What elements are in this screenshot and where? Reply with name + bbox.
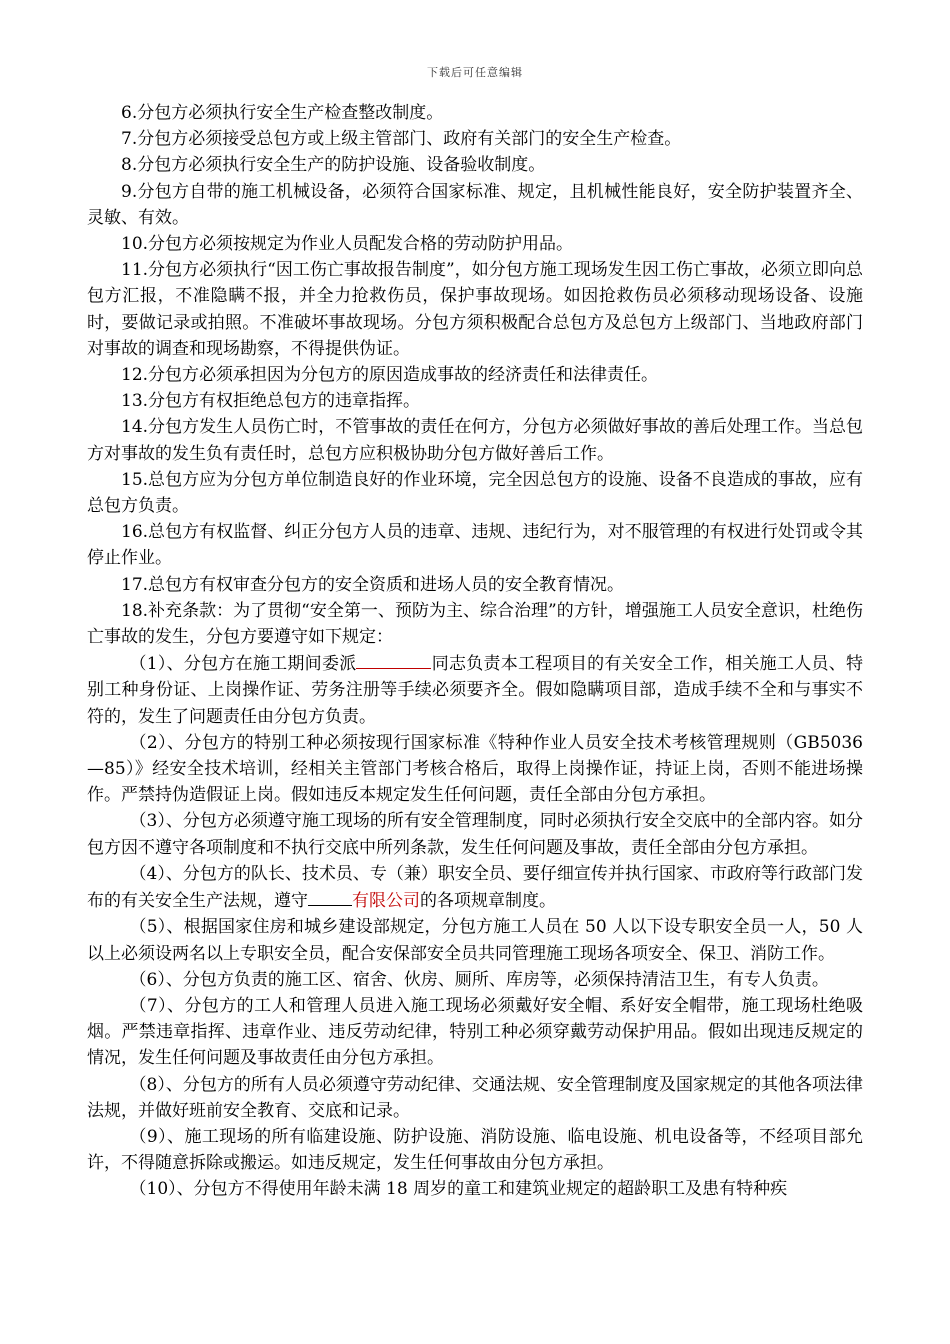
clause-7: 7.分包方必须接受总包方或上级主管部门、政府有关部门的安全生产检查。	[121, 129, 682, 150]
sub-item-4	[87, 861, 863, 914]
sub-item-5: （5）、根据国家住房和城乡建设部规定，分包方施工人员在 50 人以下设专职安全员一人，50 人以上必须设两名以上专职安全员，配合安保部安全员共同管理施工现场各项安全、保卫、消防工作。	[87, 917, 863, 964]
document-body	[87, 100, 863, 1203]
clause-16: 16.总包方有权监督、纠正分包方人员的违章、违规、违纪行为，对不服管理的有权进行处罚或令其停止作业。	[87, 522, 863, 569]
clause-14: 14.分包方发生人员伤亡时，不管事故的责任在何方，分包方必须做好事故的善后处理工作。当总包方对事故的发生负有责任时，总包方应积极协助分包方做好善后工作。	[87, 417, 863, 464]
sub-item-1-after: 同志负责本工程项目的有关安全工作，相关施工人员、特别工种身份证、上岗操作证、劳务注册等手续必须要齐全。假如隐瞒项目部，造成手续不全和与事实不符的，发生了问题责任由分包方负责。	[87, 654, 863, 727]
clause-6: 6.分包方必须执行安全生产检查整改制度。	[121, 103, 444, 123]
clause-9: 9.分包方自带的施工机械设备，必须符合国家标准、规定，且机械性能良好，安全防护装置齐全、灵敏、有效。	[87, 181, 863, 228]
sub-item-10: （10）、分包方不得使用年龄未满 18 周岁的童工和建筑业规定的超龄职工及患有特种疾	[129, 1179, 788, 1200]
sub-item-1-before: （1）、分包方在施工期间委派	[129, 654, 357, 675]
company-suffix: 有限公司	[352, 891, 420, 912]
clause-18: 18.补充条款：为了贯彻“安全第一、预防为主、综合治理”的方针，增强施工人员安全意识，杜绝伤亡事故的发生，分包方要遵守如下规定：	[87, 600, 863, 648]
clause-13: 13.分包方有权拒绝总包方的违章指挥。	[121, 391, 421, 412]
company-name-blank[interactable]	[308, 887, 352, 906]
sub-item-2: （2）、分包方的特别工种必须按现行国家标准《特种作业人员安全技术考核管理规则（GB5036—85）》经安全技术培训，经相关主管部门考核合格后，取得上岗操作证，持证上岗，否则不能进场操作。严禁持伪造假证上岗。假如违反本规定发生任何问题，责任全部由分包方承担。	[87, 732, 863, 806]
clause-17: 17.总包方有权审查分包方的安全资质和进场人员的安全教育情况。	[121, 574, 625, 595]
sub-item-4-before: （4）、分包方的队长、技术员、专（兼）职安全员、要仔细宣传并执行国家、市政府等行政部门发布的有关安全生产法规，遵守	[87, 863, 863, 912]
sub-item-8: （8）、分包方的所有人员必须遵守劳动纪律、交通法规、安全管理制度及国家规定的其他各项法律法规，并做好班前安全教育、交底和记录。	[87, 1074, 863, 1121]
assignee-blank[interactable]	[356, 650, 431, 669]
sub-item-6: （6）、分包方负责的施工区、宿舍、伙房、厕所、库房等，必须保持清洁卫生，有专人负责。	[129, 969, 829, 990]
clause-12: 12.分包方必须承担因为分包方的原因造成事故的经济责任和法律责任。	[121, 365, 659, 386]
page-header: 下载后可任意编辑	[427, 66, 523, 79]
sub-item-3: （3）、分包方必须遵守施工现场的所有安全管理制度，同时必须执行安全交底中的全部内容。如分包方因不遵守各项制度和不执行交底中所列条款，发生任何问题及事故，责任全部由分包方承担。	[87, 811, 863, 858]
clause-8: 8.分包方必须执行安全生产的防护设施、设备验收制度。	[121, 155, 546, 176]
sub-item-7: （7）、分包方的工人和管理人员进入施工现场必须戴好安全帽、系好安全帽带，施工现场杜绝吸烟。严禁违章指挥、违章作业、违反劳动纪律，特别工种必须穿戴劳动保护用品。假如出现违反规定的情况，发生任何问题及事故责任由分包方承担。	[87, 995, 863, 1069]
clause-10: 10.分包方必须按规定为作业人员配发合格的劳动防护用品。	[121, 234, 574, 255]
sub-item-4-after: 的各项规章制度。	[420, 891, 556, 912]
clause-11: 11.分包方必须执行“因工伤亡事故报告制度”，如分包方施工现场发生因工伤亡事故，必须立即向总包方汇报，不准隐瞒不报，并全力抢救伤员，保护事故现场。如因抢救伤员必须移动现场设备、设施时，要做记录或拍照。不准破坏事故现场。分包方须积极配合总包方及总包方上级部门、当地政府部门对事故的调查和现场勘察，不得提供伪证。	[87, 260, 863, 359]
sub-item-1	[87, 650, 863, 730]
sub-item-9: （9）、施工现场的所有临建设施、防护设施、消防设施、临电设施、机电设备等，不经项目部允许，不得随意拆除或搬运。如违反规定，发生任何事故由分包方承担。	[87, 1126, 863, 1174]
clause-15: 15.总包方应为分包方单位制造良好的作业环境，完全因总包方的设施、设备不良造成的事故，应有总包方负责。	[87, 469, 863, 517]
